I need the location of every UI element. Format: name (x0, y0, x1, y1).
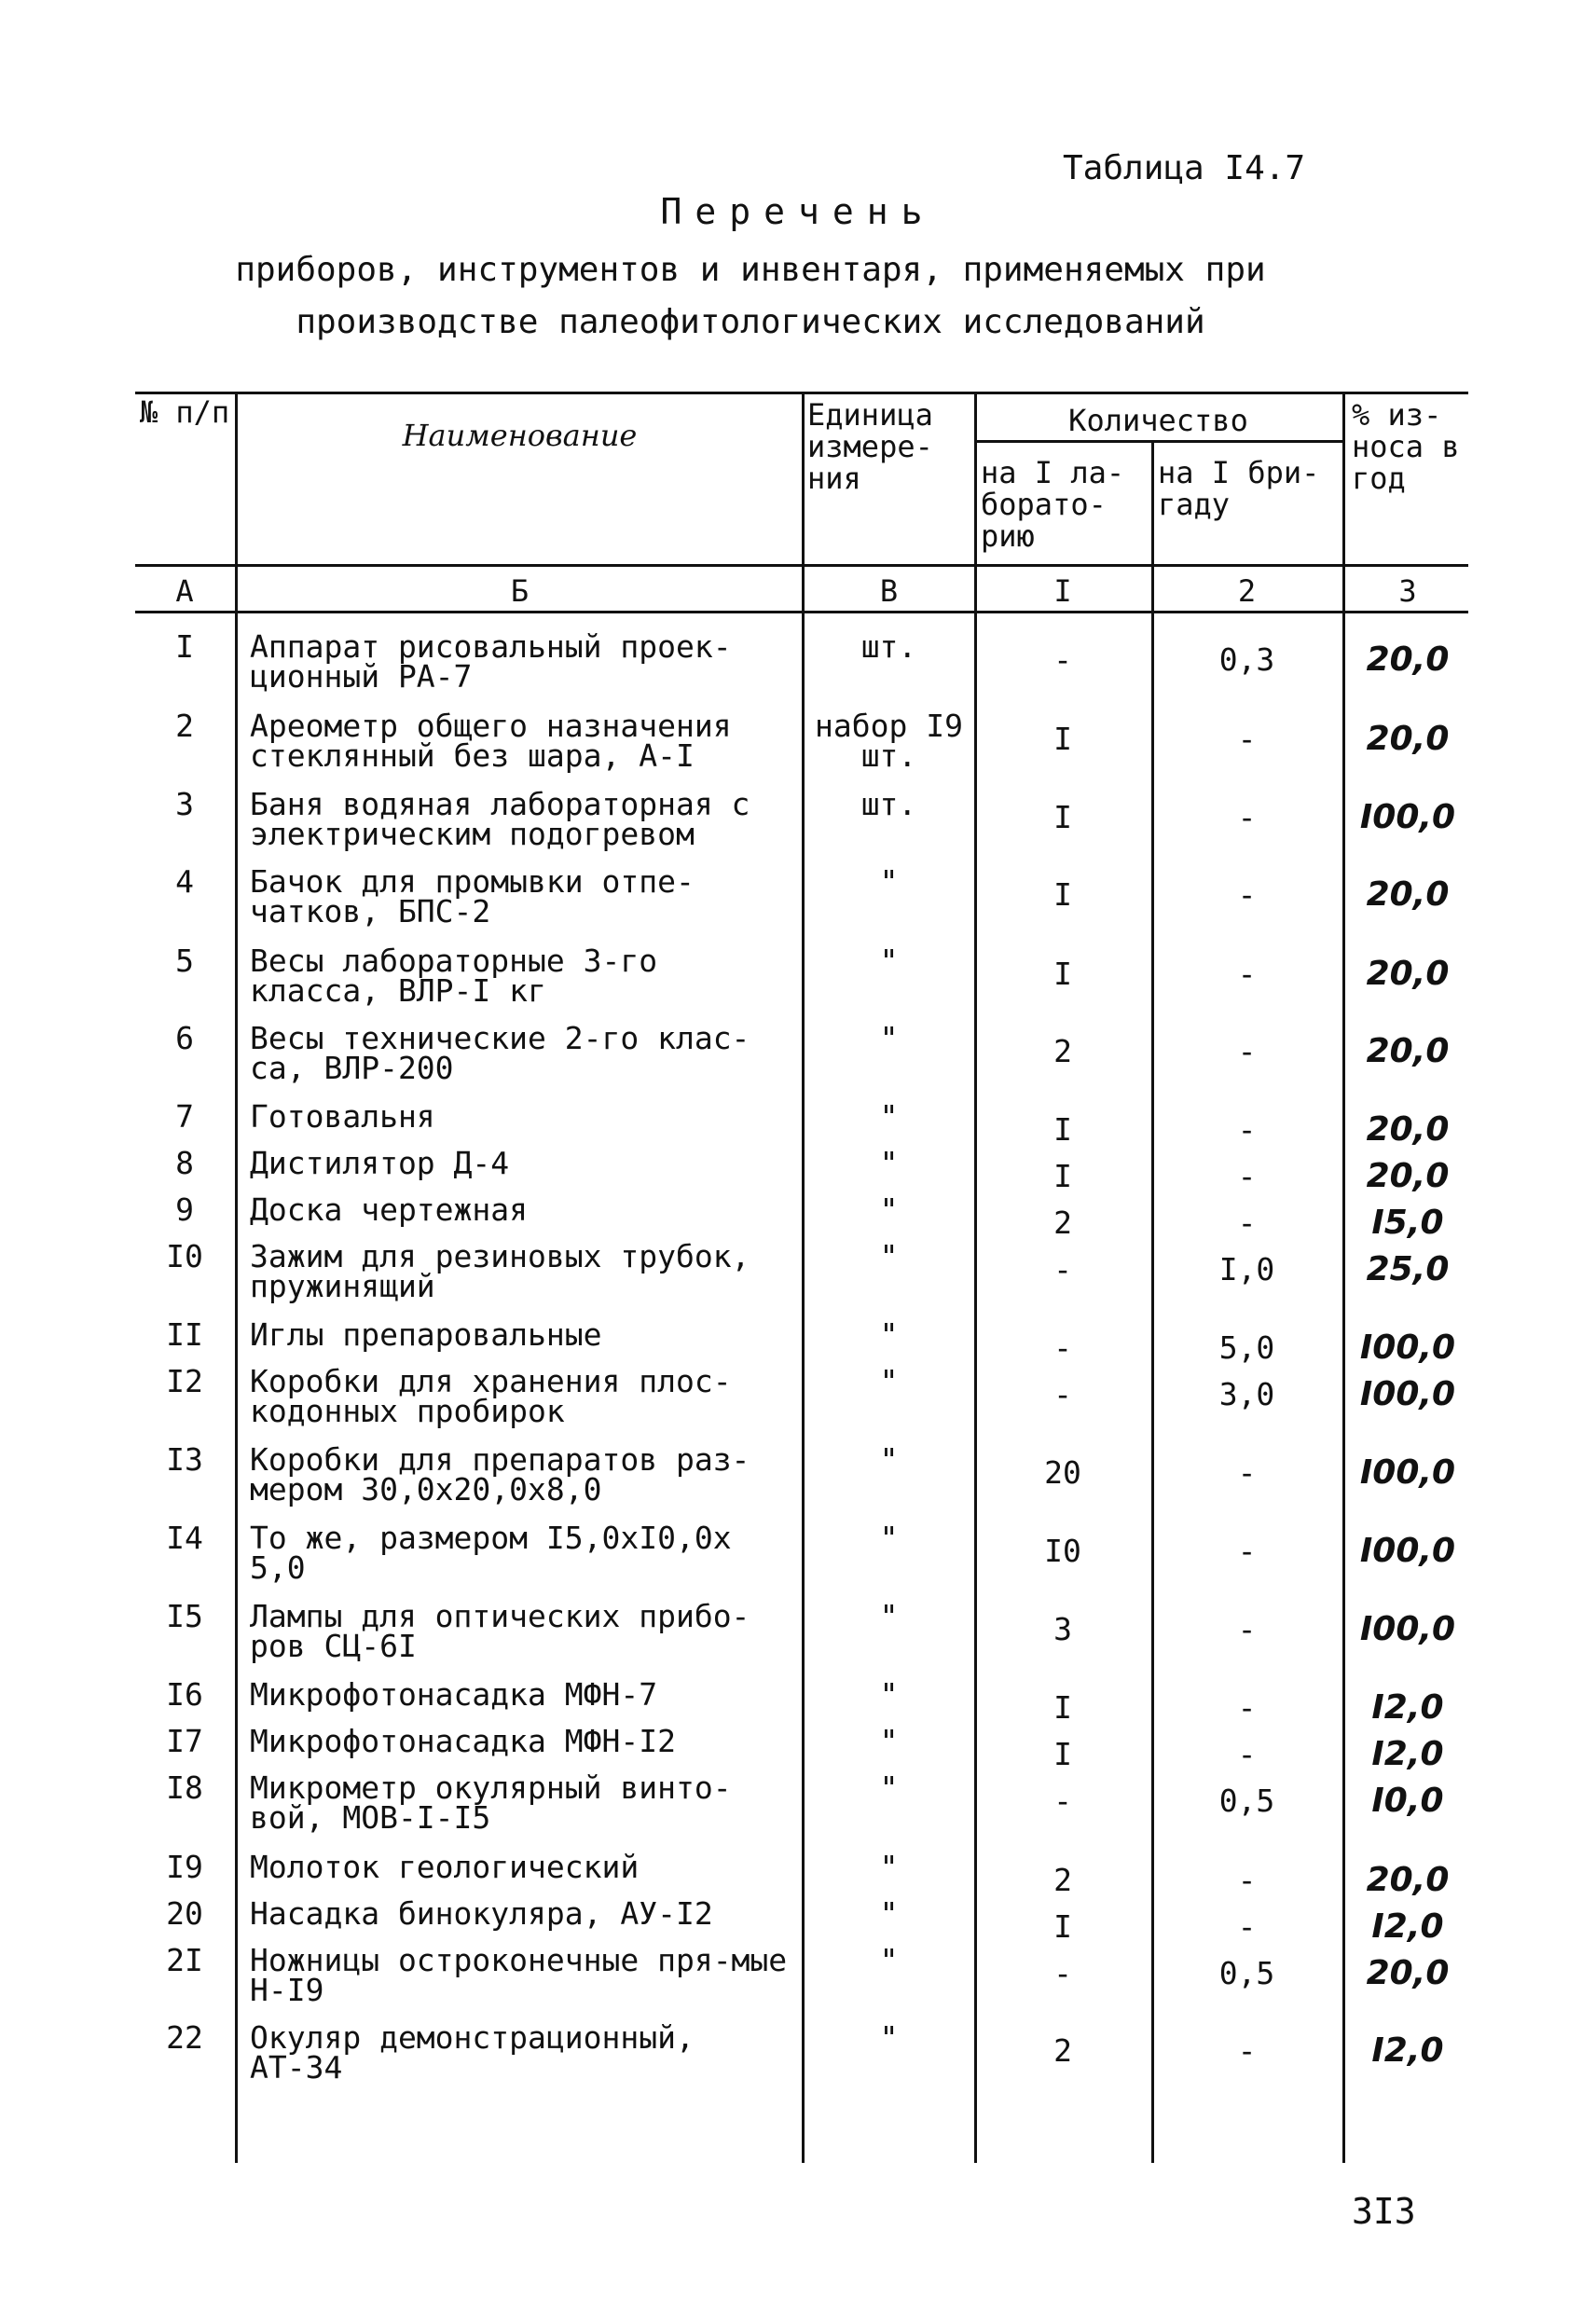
item-unit: " (879, 1520, 899, 1556)
item-unit: " (879, 1676, 899, 1713)
item-qty-brigade: I,0 (1218, 1251, 1275, 1287)
item-wear: I00,0 (1359, 1375, 1456, 1413)
item-name: Окуляр демонстрационный, АТ-34 (250, 2019, 695, 2086)
column-rule-3 (974, 392, 977, 2163)
item-unit: " (879, 1849, 899, 1885)
item-name: Дистилятор Д-4 (250, 1145, 510, 1181)
row-number: I9 (166, 1849, 203, 1885)
header-per-lab: на I ла-борато-рию (981, 455, 1125, 554)
item-unit: шт. (860, 786, 917, 822)
item-unit: " (879, 1098, 899, 1135)
item-qty-brigade: 0,5 (1218, 1955, 1275, 1991)
item-qty-lab: 2 (1053, 2032, 1072, 2069)
item-unit: " (879, 1598, 899, 1634)
row-number: 8 (175, 1145, 194, 1181)
item-qty-lab: - (1053, 641, 1072, 678)
item-qty-brigade: - (1237, 2032, 1257, 2069)
item-unit: " (879, 1769, 899, 1806)
item-name: Весы лабораторные 3-го класса, ВЛР-I кг (250, 943, 658, 1009)
column-code-a: А (175, 573, 194, 609)
item-wear: 20,0 (1366, 1954, 1450, 1992)
item-wear: 20,0 (1366, 1861, 1450, 1899)
row-number: 3 (175, 786, 194, 822)
column-code-b: Б (510, 573, 530, 609)
item-wear: I2,0 (1371, 1907, 1444, 1946)
item-qty-lab: I (1053, 721, 1072, 757)
item-qty-brigade: - (1237, 721, 1257, 757)
item-name: Доска чертежная (250, 1191, 529, 1228)
header-num: № п/п (139, 394, 230, 430)
item-wear: I2,0 (1371, 1688, 1444, 1727)
item-qty-brigade: - (1237, 799, 1257, 835)
item-qty-lab: - (1053, 1376, 1072, 1412)
item-name: Коробки для препаратов раз-мером 30,0х20,0х8,0 (250, 1441, 750, 1508)
item-wear: 20,0 (1366, 875, 1450, 914)
row-number: 5 (175, 943, 194, 979)
item-wear: I5,0 (1371, 1204, 1444, 1242)
item-name: Ножницы остроконечные пря-мые Н-I9 (250, 1942, 788, 2008)
item-qty-brigade: - (1237, 1862, 1257, 1898)
item-wear: I2,0 (1371, 1735, 1444, 1773)
page-number: 3I3 (1352, 2191, 1416, 2232)
item-qty-lab: - (1053, 1955, 1072, 1991)
item-qty-brigade: - (1237, 1908, 1257, 1945)
item-unit: " (879, 943, 899, 979)
item-qty-lab: I (1053, 799, 1072, 835)
item-name: Готовальня (250, 1098, 435, 1135)
row-number: I6 (166, 1676, 203, 1713)
item-wear: 20,0 (1366, 1032, 1450, 1070)
item-wear: 20,0 (1366, 1157, 1450, 1195)
row-number: I3 (166, 1441, 203, 1478)
column-code-3: 3 (1398, 573, 1417, 609)
item-wear: I00,0 (1359, 1532, 1456, 1570)
item-qty-brigade: 0,3 (1218, 641, 1275, 678)
item-unit: шт. (860, 628, 917, 665)
item-qty-brigade: 5,0 (1218, 1329, 1275, 1366)
item-wear: I00,0 (1359, 1329, 1456, 1367)
item-unit: " (879, 1145, 899, 1181)
item-qty-lab: 2 (1053, 1862, 1072, 1898)
item-unit: " (879, 1191, 899, 1228)
row-number: I8 (166, 1769, 203, 1806)
item-qty-lab: 3 (1053, 1611, 1072, 1647)
item-unit: " (879, 1723, 899, 1759)
item-qty-brigade: - (1237, 1205, 1257, 1241)
item-qty-lab: I (1053, 1158, 1072, 1194)
item-wear: I0,0 (1371, 1782, 1444, 1820)
item-wear: I00,0 (1359, 1453, 1456, 1492)
column-rule-1 (235, 392, 238, 2163)
item-wear: 25,0 (1366, 1250, 1450, 1288)
item-name: Молоток геологический (250, 1849, 640, 1885)
item-unit: " (879, 2019, 899, 2056)
item-name: Коробки для хранения плос-кодонных пробирок (250, 1363, 732, 1429)
quantity-divider-rule (974, 440, 1342, 443)
document-title: Перечень (660, 191, 936, 232)
row-number: 9 (175, 1191, 194, 1228)
item-unit: набор I9 шт. (815, 708, 963, 774)
item-qty-lab: I (1053, 1908, 1072, 1945)
row-number: I0 (166, 1238, 203, 1274)
item-name: Зажим для резиновых трубок, пружинящий (250, 1238, 750, 1304)
item-unit: " (879, 1363, 899, 1399)
header-wear: % из-носа в год (1352, 397, 1460, 496)
item-qty-brigade: - (1237, 1111, 1257, 1148)
item-qty-lab: 20 (1044, 1454, 1081, 1491)
row-number: I4 (166, 1520, 203, 1556)
column-rule-5 (1342, 392, 1345, 2163)
item-wear: 20,0 (1366, 640, 1450, 679)
item-qty-brigade: - (1237, 956, 1257, 992)
row-number: I (175, 628, 194, 665)
item-qty-lab: I (1053, 1736, 1072, 1772)
item-qty-brigade: 0,5 (1218, 1783, 1275, 1819)
row-number: II (166, 1316, 203, 1353)
item-qty-lab: I (1053, 876, 1072, 913)
item-qty-brigade: - (1237, 1533, 1257, 1569)
header-unit: Единица измере-ния (807, 397, 933, 496)
row-number: 20 (166, 1895, 203, 1932)
item-unit: " (879, 1020, 899, 1056)
item-qty-brigade: - (1237, 1158, 1257, 1194)
item-name: Лампы для оптических прибо-ров СЦ-6I (250, 1598, 750, 1664)
item-qty-brigade: - (1237, 1033, 1257, 1069)
item-name: Баня водяная лабораторная с электрическим подогревом (250, 786, 750, 852)
item-qty-brigade: - (1237, 1454, 1257, 1491)
item-name: Ареометр общего назначения стеклянный без шара, А-I (250, 708, 732, 774)
item-qty-lab: 2 (1053, 1033, 1072, 1069)
row-number: 2 (175, 708, 194, 744)
item-qty-brigade: - (1237, 1689, 1257, 1726)
header-quantity: Количество (1068, 403, 1248, 438)
item-wear: 20,0 (1366, 955, 1450, 993)
column-rule-4 (1151, 440, 1154, 2163)
item-qty-lab: - (1053, 1783, 1072, 1819)
item-name: Микрометр окулярный винто-вой, МОВ-I-I5 (250, 1769, 732, 1836)
row-number: 2I (166, 1942, 203, 1978)
item-name: Весы технические 2-го клас-са, ВЛР-200 (250, 1020, 750, 1086)
header-per-brigade: на I бри-гаду (1158, 455, 1320, 522)
row-number: I5 (166, 1598, 203, 1634)
item-wear: 20,0 (1366, 720, 1450, 758)
item-unit: " (879, 1942, 899, 1978)
item-unit: " (879, 1441, 899, 1478)
item-qty-lab: 2 (1053, 1205, 1072, 1241)
row-number: 22 (166, 2019, 203, 2056)
item-unit: " (879, 1316, 899, 1353)
item-name: Насадка бинокуляра, АУ-I2 (250, 1895, 713, 1932)
table-label: Таблица I4.7 (1063, 149, 1306, 187)
column-code-v: В (879, 573, 899, 609)
item-name: Иглы препаровальные (250, 1316, 602, 1353)
item-qty-lab: I0 (1044, 1533, 1081, 1569)
item-unit: " (879, 863, 899, 900)
column-rule-2 (802, 392, 805, 2163)
item-wear: I2,0 (1371, 2031, 1444, 2070)
item-unit: " (879, 1895, 899, 1932)
header-name: Наименование (402, 418, 638, 453)
item-name: Микрофотонасадка МФН-I2 (250, 1723, 676, 1759)
item-qty-brigade: - (1237, 1736, 1257, 1772)
item-wear: I00,0 (1359, 798, 1456, 836)
item-qty-lab: I (1053, 956, 1072, 992)
item-qty-brigade: 3,0 (1218, 1376, 1275, 1412)
row-number: I2 (166, 1363, 203, 1399)
item-qty-lab: - (1053, 1251, 1072, 1287)
item-wear: 20,0 (1366, 1110, 1450, 1149)
document-subtitle: приборов, инструментов и инвентаря, применяемых при производстве палеофитологических исследований (235, 251, 1266, 341)
item-qty-lab: - (1053, 1329, 1072, 1366)
item-qty-lab: I (1053, 1111, 1072, 1148)
column-code-2: 2 (1237, 573, 1257, 609)
item-qty-brigade: - (1237, 876, 1257, 913)
item-name: Микрофотонасадка МФН-7 (250, 1676, 658, 1713)
item-name: Аппарат рисовальный проек-ционный РА-7 (250, 628, 732, 695)
row-number: 4 (175, 863, 194, 900)
item-wear: I00,0 (1359, 1610, 1456, 1648)
row-number: 7 (175, 1098, 194, 1135)
item-name: Бачок для промывки отпе-чатков, БПС-2 (250, 863, 695, 929)
row-number: 6 (175, 1020, 194, 1056)
item-name: То же, размером I5,0хI0,0х 5,0 (250, 1520, 732, 1586)
item-qty-brigade: - (1237, 1611, 1257, 1647)
row-number: I7 (166, 1723, 203, 1759)
item-qty-lab: I (1053, 1689, 1072, 1726)
item-unit: " (879, 1238, 899, 1274)
column-code-1: I (1053, 573, 1072, 609)
